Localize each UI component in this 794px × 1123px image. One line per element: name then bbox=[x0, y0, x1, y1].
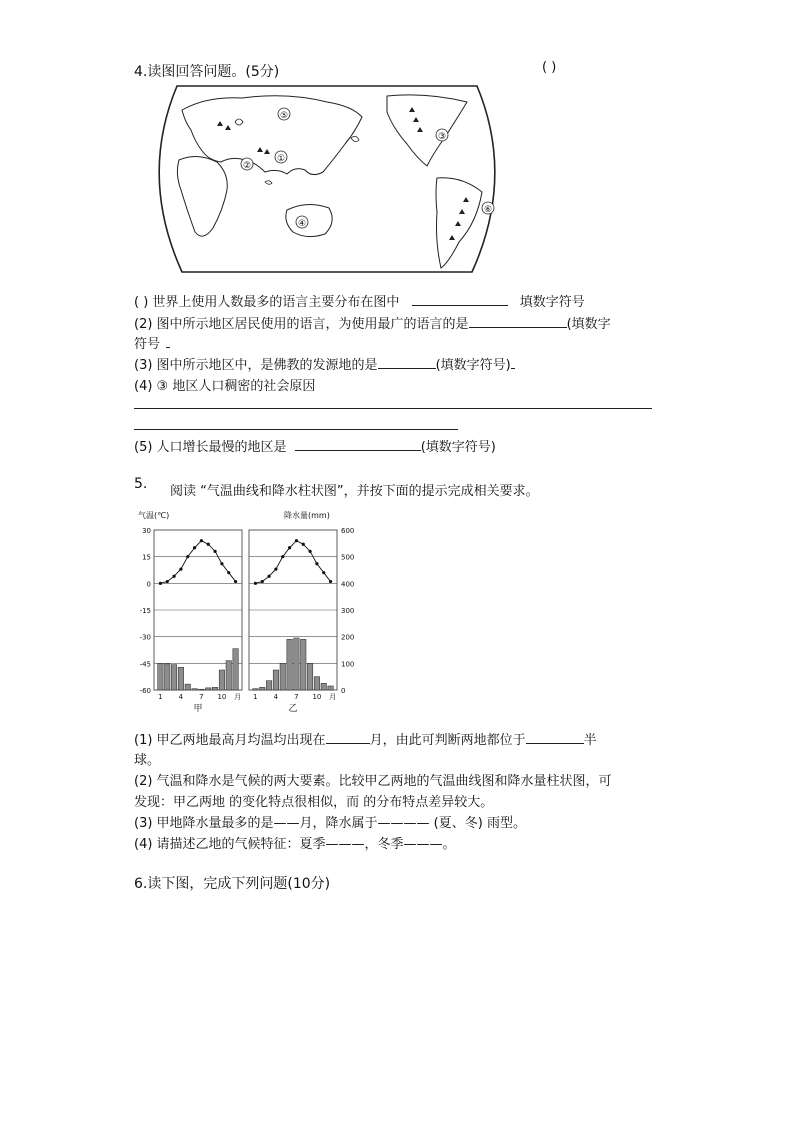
q4-line1: ( ) 世界上使用人数最多的语言主要分布在图中 填数字符号 bbox=[134, 295, 585, 310]
precip-bar bbox=[206, 688, 211, 690]
precip-bar bbox=[226, 661, 231, 690]
precip-tick-label: 200 bbox=[341, 633, 355, 642]
precip-bar bbox=[178, 667, 183, 690]
precip-bar bbox=[301, 639, 306, 690]
svg-text:①: ① bbox=[276, 154, 286, 164]
q4-line2: (2) 图中所示地区居民使用的语言，为使用最广的语言的是 (填数字 bbox=[134, 317, 611, 332]
temperature-point bbox=[227, 571, 230, 574]
q4-answer-line-1[interactable] bbox=[134, 408, 652, 409]
temperature-point bbox=[315, 562, 318, 565]
q5-line1-blank-month[interactable] bbox=[326, 731, 370, 744]
precip-bar bbox=[171, 665, 176, 690]
q5-line1-blank-hemisphere[interactable] bbox=[526, 731, 584, 744]
x-tick-label: 月 bbox=[329, 693, 337, 701]
temperature-point bbox=[267, 575, 270, 578]
svg-text:⑤: ⑤ bbox=[279, 111, 289, 121]
x-tick-label: 10 bbox=[312, 693, 322, 701]
temperature-point bbox=[308, 550, 311, 553]
precip-tick-label: 0 bbox=[341, 687, 346, 695]
x-tick-label: 1 bbox=[158, 693, 163, 701]
x-tick-label: 7 bbox=[199, 693, 204, 701]
q5-number: 5. bbox=[134, 476, 148, 492]
temp-tick-label: -60 bbox=[139, 687, 151, 695]
q4-paren: ( ) bbox=[542, 60, 557, 75]
q4-line4: (4) ③ 地区人口稠密的社会原因 bbox=[134, 379, 316, 394]
temperature-point bbox=[261, 580, 264, 583]
precip-axis-label: 降水量(mm) bbox=[284, 511, 330, 520]
q4-line1-blank[interactable] bbox=[412, 293, 508, 306]
temperature-point bbox=[159, 582, 162, 585]
svg-text:③: ③ bbox=[437, 132, 447, 142]
precip-bar bbox=[280, 663, 285, 690]
precip-bar bbox=[212, 687, 217, 690]
temperature-point bbox=[234, 580, 237, 583]
map-australia bbox=[286, 204, 332, 236]
q4-heading: 4.读图回答问题。(5分) bbox=[134, 64, 280, 80]
q5-line3: (3) 甲地降水量最多的是——月，降水属于———— (夏、冬) 雨型。 bbox=[134, 816, 526, 831]
temperature-point bbox=[254, 582, 257, 585]
x-tick-label: 1 bbox=[253, 693, 258, 701]
temp-tick-label: -45 bbox=[139, 660, 151, 669]
precip-bar bbox=[199, 689, 204, 690]
svg-text:④: ④ bbox=[297, 219, 307, 229]
temperature-point bbox=[329, 580, 332, 583]
temp-tick-label: -15 bbox=[139, 607, 151, 615]
q5-line4: (4) 请描述乙地的气候特征：夏季———，冬季———。 bbox=[134, 837, 456, 852]
precip-tick-labels bbox=[341, 527, 354, 695]
x-tick-labels bbox=[158, 693, 336, 701]
precip-tick-label: 300 bbox=[341, 607, 355, 615]
q6-heading: 6.读下图，完成下列问题(10分) bbox=[134, 876, 331, 892]
temperature-point bbox=[281, 555, 284, 558]
precip-bar bbox=[192, 689, 197, 690]
q5-line1-cont: 球。 bbox=[134, 753, 161, 768]
precip-bar bbox=[233, 649, 238, 690]
q4-line2-blank[interactable] bbox=[469, 315, 567, 328]
q4-line2-cont: 符号 bbox=[134, 333, 170, 352]
precip-tick-label: 100 bbox=[341, 660, 355, 669]
temp-axis-label: 气温(℃) bbox=[138, 511, 170, 520]
precip-bar bbox=[287, 639, 292, 690]
panel-jia-title: 甲 bbox=[193, 704, 203, 714]
temperature-point bbox=[186, 555, 189, 558]
precip-bar bbox=[321, 683, 326, 690]
precip-tick-label: 500 bbox=[341, 553, 355, 562]
temp-tick-label: 30 bbox=[142, 527, 151, 535]
temperature-point bbox=[207, 543, 210, 546]
climate-charts bbox=[132, 506, 362, 716]
q5-line1: (1) 甲乙两地最高月均温均出现在 月，由此可判断两地都位于 半 bbox=[134, 733, 597, 748]
temperature-point bbox=[302, 543, 305, 546]
x-tick-label: 10 bbox=[217, 693, 227, 701]
temperature-point bbox=[193, 546, 196, 549]
x-tick-label: 4 bbox=[273, 693, 279, 701]
precip-bar bbox=[266, 681, 271, 690]
temperature-point bbox=[274, 568, 277, 571]
x-tick-label: 月 bbox=[234, 693, 242, 701]
temperature-point bbox=[166, 580, 169, 583]
temperature-point bbox=[172, 575, 175, 578]
temp-tick-label: 0 bbox=[146, 580, 151, 589]
temperature-point bbox=[322, 571, 325, 574]
precip-bar bbox=[219, 670, 224, 690]
temperature-point bbox=[179, 568, 182, 571]
svg-text:②: ② bbox=[242, 161, 252, 171]
precip-bar bbox=[165, 664, 170, 690]
precip-bar bbox=[260, 687, 265, 690]
temperature-point bbox=[200, 539, 203, 542]
temperature-point bbox=[213, 550, 216, 553]
x-tick-label: 7 bbox=[294, 693, 299, 701]
map-marker-6 bbox=[482, 202, 494, 215]
x-tick-label: 4 bbox=[178, 693, 184, 701]
precip-bar bbox=[314, 677, 319, 690]
temp-tick-labels bbox=[140, 527, 151, 695]
q4-line3-blank[interactable] bbox=[378, 356, 436, 369]
precip-bar bbox=[158, 663, 163, 690]
temp-tick-label: -30 bbox=[139, 633, 151, 642]
panel-yi-title: 乙 bbox=[288, 704, 298, 714]
precip-tick-label: 600 bbox=[341, 527, 355, 535]
temperature-point bbox=[220, 562, 223, 565]
world-map bbox=[137, 82, 517, 277]
precip-bar bbox=[307, 663, 312, 690]
temperature-point bbox=[295, 539, 298, 542]
q5-intro: 阅读 “气温曲线和降水柱状图”，并按下面的提示完成相关要求。 bbox=[170, 484, 539, 499]
q5-line2-cont: 发现：甲乙两地 的变化特点很相似，而 的分布特点差异较大。 bbox=[134, 795, 494, 810]
q5-line2: (2) 气温和降水是气候的两大要素。比较甲乙两地的气温曲线图和降水量柱状图，可 bbox=[134, 774, 612, 789]
temperature-point bbox=[288, 546, 291, 549]
q4-line5-blank[interactable] bbox=[295, 438, 421, 451]
precip-bar bbox=[273, 670, 278, 690]
precip-tick-label: 400 bbox=[341, 580, 355, 589]
precip-bar bbox=[185, 684, 190, 690]
precip-bar bbox=[253, 689, 258, 690]
q4-line3: (3) 图中所示地区中，是佛教的发源地的是 (填数字符号) bbox=[134, 354, 515, 373]
q4-answer-line-2[interactable] bbox=[134, 429, 458, 430]
q4-line5: (5) 人口增长最慢的地区是 (填数字符号) bbox=[134, 440, 496, 455]
precip-bar bbox=[328, 686, 333, 690]
svg-text:⑥: ⑥ bbox=[483, 205, 493, 215]
precip-bar bbox=[294, 638, 299, 690]
temp-tick-label: 15 bbox=[142, 553, 151, 562]
